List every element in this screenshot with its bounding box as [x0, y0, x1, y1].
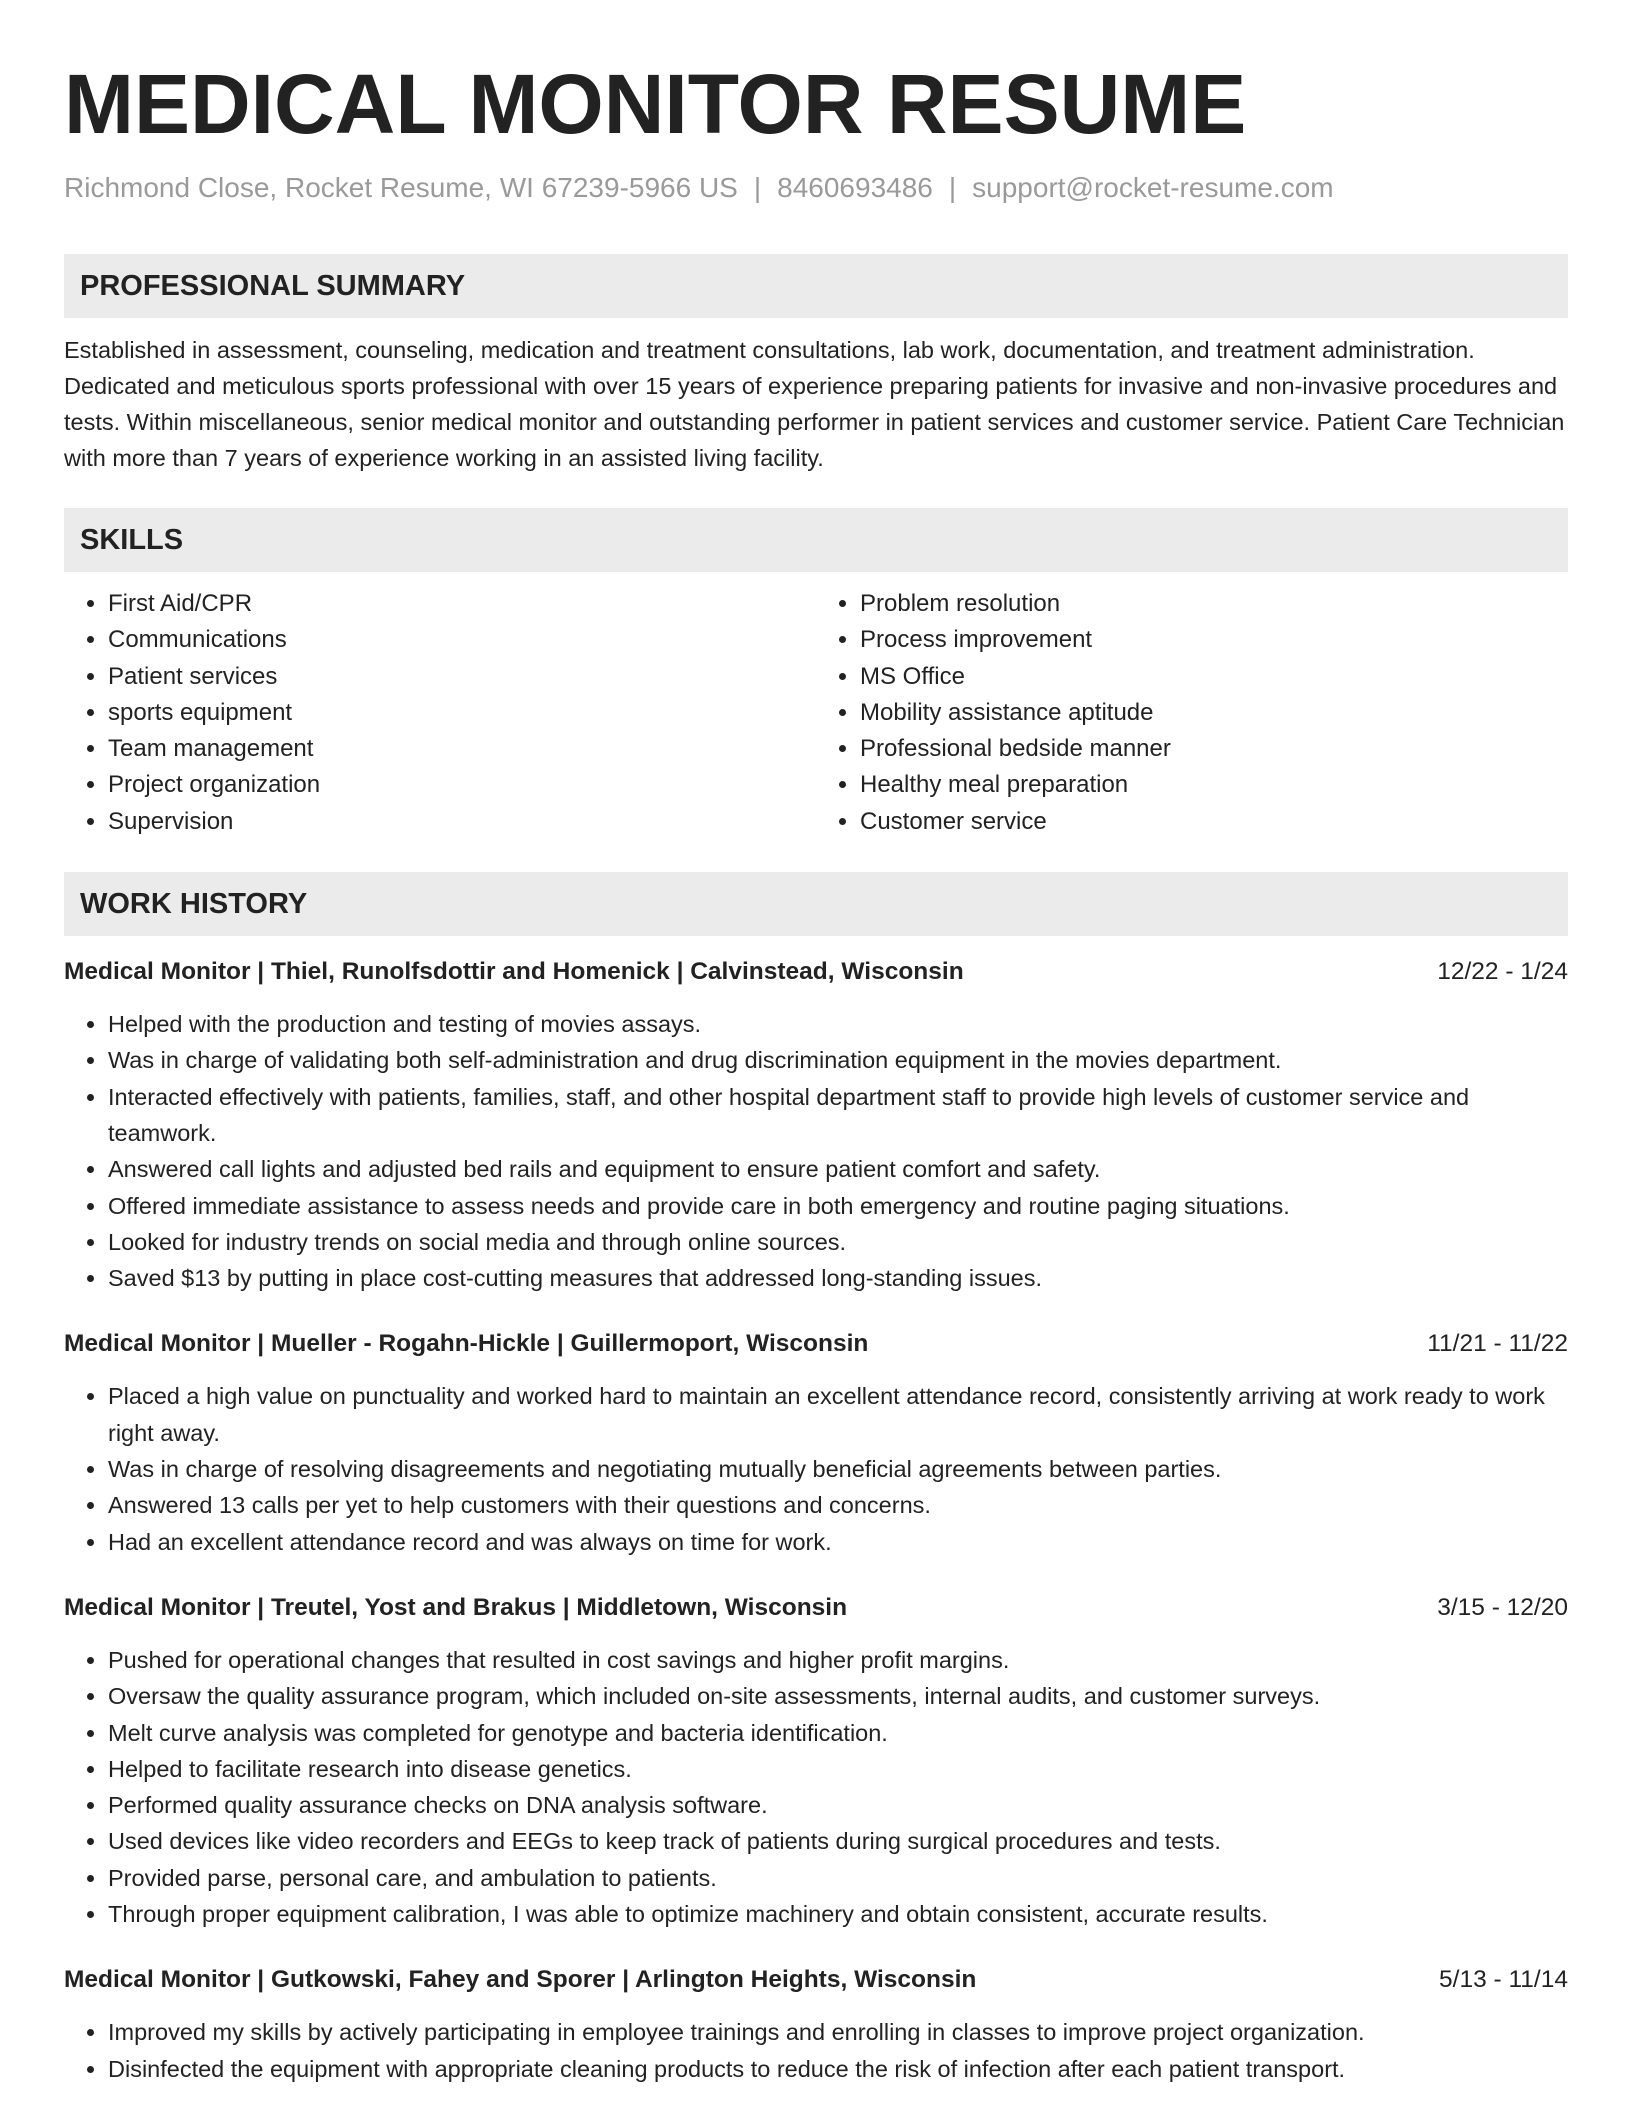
- job-dates: 11/21 - 11/22: [1427, 1330, 1568, 1358]
- skills-column-left: [64, 586, 816, 840]
- skill-item: • MS Office: [860, 659, 1568, 695]
- job-bullet: • Was in charge of resolving disagreements and negotiating mutually beneficial agreements between parties.: [108, 1451, 1568, 1487]
- skill-item: • Professional bedside manner: [860, 731, 1568, 767]
- summary-text: Established in assessment, counseling, medication and treatment consultations, lab work, documentation, and treatment administration. Dedicated and meticulous sports professional with over 15 years of experience preparing patients for invasive and non-invasive procedures and tests. Within miscellaneous, senior medical monitor and outstanding performer in patient services and customer service. Patient Care Technician with more than 7 years of experience working in an assisted living facility.: [64, 337, 1565, 471]
- job-entry: [64, 1326, 1568, 1559]
- job-bullet: • Placed a high value on punctuality and worked hard to maintain an excellent attendance record, consistently arriving at work ready to work right away.: [108, 1378, 1568, 1451]
- job-bullets: [64, 1006, 1568, 1296]
- job-bullet: • Was in charge of validating both self-administration and drug discrimination equipment in the movies department.: [108, 1042, 1568, 1078]
- skills-list: [64, 586, 1568, 840]
- job-entry: [64, 954, 1568, 1296]
- contact-separator: |: [948, 172, 957, 203]
- job-bullet: • Provided parse, personal care, and ambulation to patients.: [108, 1860, 1568, 1896]
- job-bullet: • Used devices like video recorders and EEGs to keep track of patients during surgical procedures and tests.: [108, 1823, 1568, 1859]
- job-bullet: • Saved $13 by putting in place cost-cutting measures that addressed long-standing issues.: [108, 1260, 1568, 1296]
- contact-separator: |: [753, 172, 762, 203]
- skill-item: • Team management: [108, 731, 816, 767]
- skill-item: • First Aid/CPR: [108, 586, 816, 622]
- skill-item: • Process improvement: [860, 622, 1568, 658]
- skill-item: • Customer service: [860, 804, 1568, 840]
- job-dates: 3/15 - 12/20: [1437, 1593, 1568, 1621]
- skill-item: • Problem resolution: [860, 586, 1568, 622]
- job-bullet: • Answered call lights and adjusted bed rails and equipment to ensure patient comfort and safety.: [108, 1151, 1568, 1187]
- resume-title: MEDICAL MONITOR RESUME: [64, 57, 1247, 151]
- job-bullet: • Pushed for operational changes that resulted in cost savings and higher profit margins.: [108, 1642, 1568, 1678]
- job-bullets: [64, 1642, 1568, 1932]
- skills-column-right: [816, 586, 1568, 840]
- job-title: Medical Monitor | Gutkowski, Fahey and Sporer | Arlington Heights, Wisconsin: [64, 1966, 977, 1994]
- job-bullet: • Through proper equipment calibration, I was able to optimize machinery and obtain consistent, accurate results.: [108, 1896, 1568, 1932]
- job-header: [64, 1326, 1568, 1362]
- job-dates: 5/13 - 11/14: [1439, 1966, 1568, 1994]
- skill-item: • Communications: [108, 622, 816, 658]
- job-bullet: • Improved my skills by actively participating in employee trainings and enrolling in classes to improve project organization.: [108, 2014, 1568, 2050]
- contact-phone: 8460693486: [777, 172, 933, 203]
- job-title: Medical Monitor | Mueller - Rogahn-Hickle | Guillermoport, Wisconsin: [64, 1330, 869, 1358]
- job-bullet: • Performed quality assurance checks on DNA analysis software.: [108, 1787, 1568, 1823]
- job-bullet: • Looked for industry trends on social media and through online sources.: [108, 1224, 1568, 1260]
- job-entry: [64, 1590, 1568, 1932]
- section-heading-work-history: WORK HISTORY: [64, 872, 1568, 936]
- job-title: Medical Monitor | Thiel, Runolfsdottir and Homenick | Calvinstead, Wisconsin: [64, 958, 964, 986]
- job-header: [64, 1590, 1568, 1626]
- section-heading-summary: PROFESSIONAL SUMMARY: [64, 254, 1568, 318]
- skill-item: • Patient services: [108, 659, 816, 695]
- section-heading-skills: SKILLS: [64, 508, 1568, 572]
- job-dates: 12/22 - 1/24: [1437, 958, 1568, 986]
- job-header: [64, 954, 1568, 990]
- job-header: [64, 1962, 1568, 1998]
- job-entry: [64, 1962, 1568, 2087]
- contact-line: [64, 170, 1568, 206]
- skill-item: • Mobility assistance aptitude: [860, 695, 1568, 731]
- job-bullet: • Oversaw the quality assurance program, which included on-site assessments, internal audits, and customer surveys.: [108, 1678, 1568, 1714]
- resume-page: [64, 0, 1568, 2087]
- skill-item: • Healthy meal preparation: [860, 767, 1568, 803]
- skill-item: • Supervision: [108, 804, 816, 840]
- job-bullets: [64, 1378, 1568, 1559]
- job-bullet: • Offered immediate assistance to assess needs and provide care in both emergency and routine paging situations.: [108, 1188, 1568, 1224]
- job-bullet: • Helped with the production and testing of movies assays.: [108, 1006, 1568, 1042]
- job-bullet: • Disinfected the equipment with appropriate cleaning products to reduce the risk of infection after each patient transport.: [108, 2051, 1568, 2087]
- job-bullets: [64, 2014, 1568, 2087]
- job-bullet: • Had an excellent attendance record and was always on time for work.: [108, 1524, 1568, 1560]
- job-bullet: • Helped to facilitate research into disease genetics.: [108, 1751, 1568, 1787]
- skill-item: • Project organization: [108, 767, 816, 803]
- contact-address: Richmond Close, Rocket Resume, WI 67239-5966 US: [64, 172, 738, 203]
- skill-item: • sports equipment: [108, 695, 816, 731]
- job-bullet: • Answered 13 calls per yet to help customers with their questions and concerns.: [108, 1487, 1568, 1523]
- job-bullet: • Interacted effectively with patients, families, staff, and other hospital department staff to provide high levels of customer service and teamwork.: [108, 1079, 1568, 1152]
- job-bullet: • Melt curve analysis was completed for genotype and bacteria identification.: [108, 1715, 1568, 1751]
- job-title: Medical Monitor | Treutel, Yost and Brakus | Middletown, Wisconsin: [64, 1593, 848, 1621]
- contact-email: support@rocket-resume.com: [972, 172, 1334, 203]
